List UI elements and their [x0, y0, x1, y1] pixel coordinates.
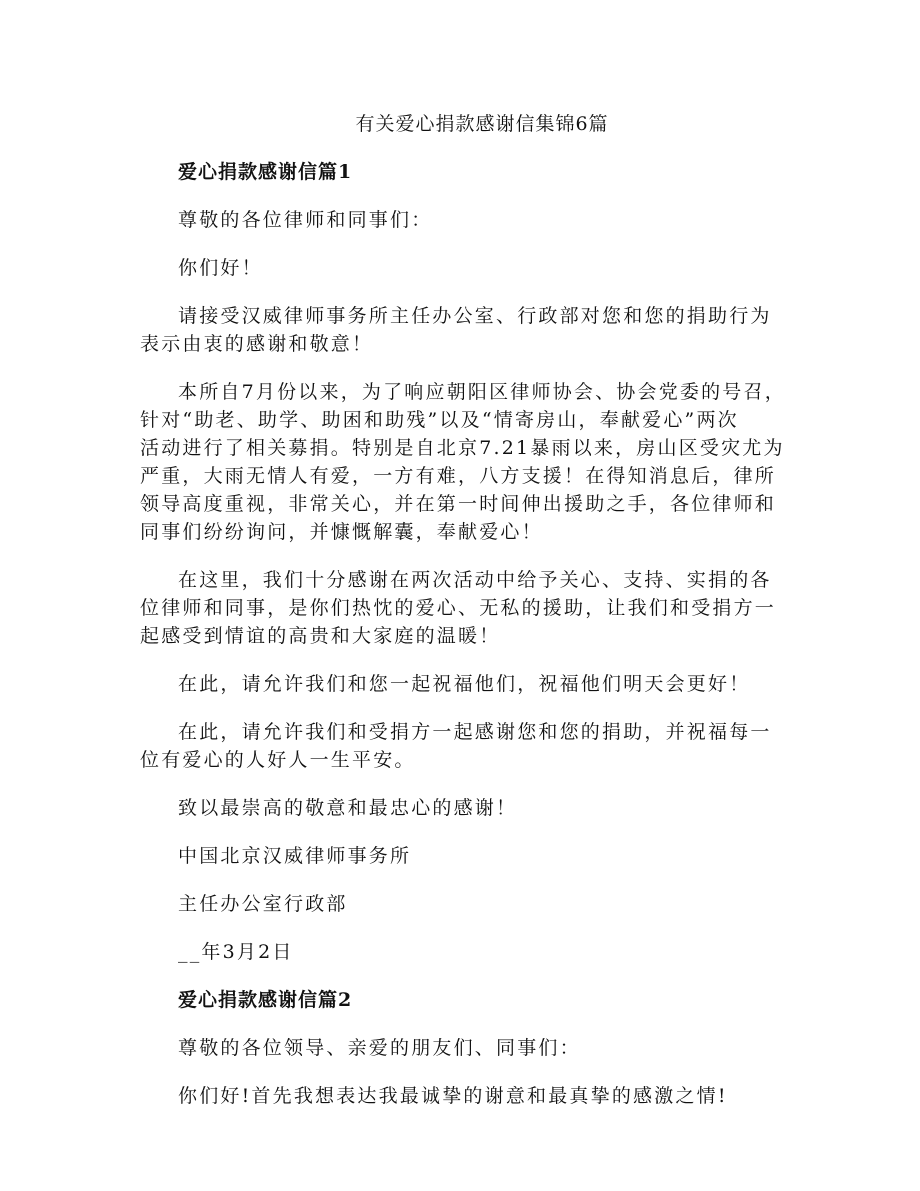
paragraph	[140, 254, 800, 282]
text-line: 中国北京汉威律师事务所	[178, 845, 412, 867]
text-line: 针对“助老、助学、助困和助残”以及“情寄房山，奉献爱心”两次	[140, 409, 739, 431]
document-title: 有关爱心捐款感谢信集锦6篇	[355, 113, 609, 135]
text-line: 爱心捐款感谢信篇1	[178, 161, 353, 183]
section-heading	[140, 986, 800, 1014]
text-line: 你们好!首先我想表达我最诚挚的谢意和最真挚的感激之情!	[178, 1085, 728, 1107]
paragraph	[140, 718, 800, 774]
paragraph	[140, 794, 800, 822]
text-line: 本所自7月份以来，为了响应朝阳区律师协会、协会党委的号召，	[178, 381, 786, 403]
text-line: 在此，请允许我们和您一起祝福他们，祝福他们明天会更好！	[178, 673, 751, 695]
document-body	[140, 158, 800, 1130]
text-line: 表示由衷的感谢和敬意！	[140, 333, 374, 355]
text-line: 致以最崇高的敬意和最忠心的感谢！	[178, 797, 518, 819]
text-line: 位律师和同事，是你们热忱的爱心、无私的援助，让我们和受捐方一	[140, 597, 777, 619]
text-line: 在此，请允许我们和受捐方一起感谢您和您的捐助，并祝福每一	[178, 721, 772, 743]
text-line: 严重，大雨无情人有爱，一方有难，八方支援！在得知消息后，律所	[140, 465, 777, 487]
paragraph	[140, 1034, 800, 1062]
text-line: 尊敬的各位领导、亲爱的朋友们、同事们：	[178, 1037, 581, 1059]
text-line: 尊敬的各位律师和同事们：	[178, 209, 433, 231]
text-line: 起感受到情谊的高贵和大家庭的温暖！	[140, 625, 501, 647]
paragraph	[140, 938, 800, 966]
paragraph	[140, 670, 800, 698]
paragraph	[140, 842, 800, 870]
text-line: 请接受汉威律师事务所主任办公室、行政部对您和您的捐助行为	[178, 305, 772, 327]
paragraph	[140, 378, 800, 546]
text-line: 领导高度重视，非常关心，并在第一时间伸出援助之手，各位律师和	[140, 493, 777, 515]
text-line: 爱心捐款感谢信篇2	[178, 989, 353, 1011]
section-heading	[140, 158, 800, 186]
text-line: 同事们纷纷询问，并慷慨解囊，奉献爱心！	[140, 521, 543, 543]
text-line: 在这里，我们十分感谢在两次活动中给予关心、支持、实捐的各	[178, 569, 772, 591]
text-line: 位有爱心的人好人一生平安。	[140, 749, 416, 771]
paragraph	[140, 206, 800, 234]
paragraph	[140, 890, 800, 918]
text-line: 活动进行了相关募捐。特别是自北京7.21暴雨以来，房山区受灾尤为	[140, 437, 785, 459]
paragraph	[140, 302, 800, 358]
text-line: __年3月2日	[178, 941, 294, 963]
text-line: 主任办公室行政部	[178, 893, 348, 915]
text-line: 你们好！	[178, 257, 263, 279]
paragraph	[140, 566, 800, 650]
paragraph	[140, 1082, 800, 1110]
